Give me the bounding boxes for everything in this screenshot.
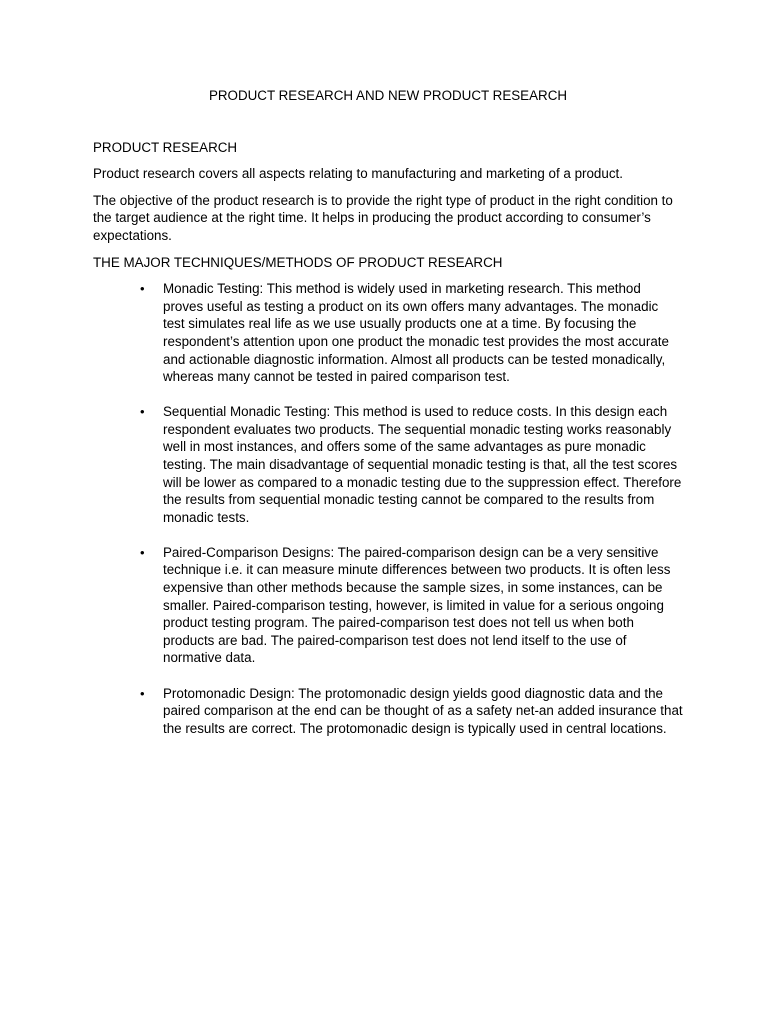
paragraph: Product research covers all aspects relating to manufacturing and marketing of a product. — [93, 166, 623, 182]
list-item — [93, 280, 683, 386]
document-title: PRODUCT RESEARCH AND NEW PRODUCT RESEARCH — [208, 88, 568, 103]
list-item — [93, 685, 683, 738]
list-item — [93, 403, 683, 526]
techniques-list — [93, 280, 683, 737]
bullet-icon: • — [140, 281, 145, 297]
section-heading: PRODUCT RESEARCH — [93, 139, 238, 155]
bullet-icon: • — [140, 544, 145, 560]
document-body — [93, 87, 683, 755]
list-item-text: Sequential Monadic Testing: This method is used to reduce costs. In this design each respondent evaluates two products. The sequential monadic testing works reasonably well in most instances, and offers some of the same advantages as pure monadic testing. The main disadvantage of sequential monadic testing is that, all the test scores will be lower as compared to a monadic testing due to the suppression effect. Therefore the results from sequential monadic testing cannot be compared to the results from monadic tests. — [163, 404, 682, 525]
techniques-heading: THE MAJOR TECHNIQUES/METHODS OF PRODUCT RESEARCH — [93, 254, 503, 270]
list-item — [93, 544, 683, 667]
bullet-icon: • — [140, 404, 145, 420]
bullet-icon: • — [140, 685, 145, 701]
list-item-text: Monadic Testing: This method is widely used in marketing research. This method proves useful as testing a product on its own offers many advantages. The monadic test simulates real life as we use usually products one at a time. By focusing the respondent’s attention upon one product the monadic test provides the most accurate and actionable diagnostic information. Almost all products can be tested monadically, whereas many cannot be tested in paired comparison test. — [163, 281, 669, 385]
list-item-text: Paired-Comparison Designs: The paired-comparison design can be a very sensitive technique i.e. it can measure minute differences between two products. It is often less expensive than other methods because the sample sizes, in some instances, can be smaller. Paired-comparison testing, however, is limited in value for a serious ongoing product testing program. The paired-comparison test does not tell us when both products are bad. The paired-comparison test does not lend itself to the use of normative data. — [163, 544, 671, 666]
list-item-text: Protomonadic Design: The protomonadic design yields good diagnostic data and the paired comparison at the end can be thought of as a safety net-an added insurance that the results are correct. The protomonadic design is typically used in central locations. — [163, 685, 683, 736]
paragraph: The objective of the product research is to provide the right type of product in the right condition to the target audience at the right time. It helps in producing the product according to consumer’s expectations. — [93, 192, 673, 243]
